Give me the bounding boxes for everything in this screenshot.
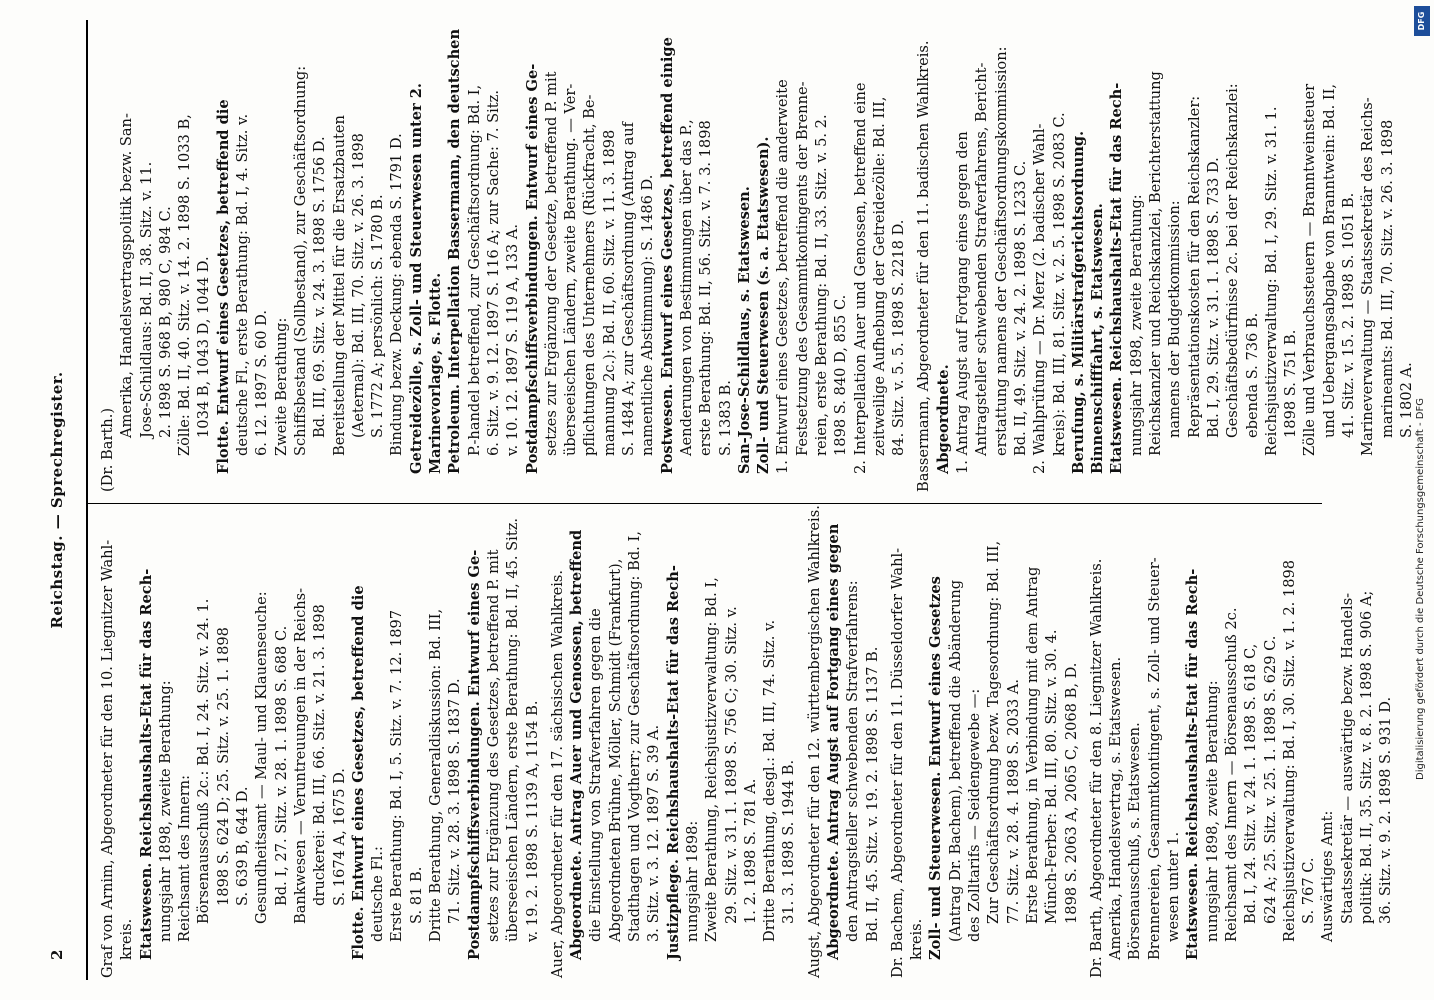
register-line: Getreidezölle, s. Zoll- und Steuerwesen unter 2. [407,83,425,474]
register-line: Dritte Berathung, Generaldiskussion: Bd. III, [427,608,445,942]
register-line: Etatswesen. Reichshaushalts-Etat für das Rech- [137,568,155,960]
register-line: Bd. I, 24. Sitz. v. 24. 1. 1898 S. 618 C, [1242,643,1260,924]
register-line: Augst, Abgeordneter für den 12. württembergischen Wahlkreis. [805,505,823,978]
register-line: Börsenausschuß 2c.: Bd. I, 24. Sitz. v. 24. 1. [195,598,213,924]
register-line: Reichskanzler und Reichskanzlei, Berichterstattung [1147,71,1165,456]
register-line: Marineverwaltung — Staatssekretär des Reichs- [1359,97,1377,456]
register-line: Zölle: Bd. II, 40. Sitz. v. 14. 2. 1898 S. 1033 B, [176,114,194,456]
register-line: S. 1772 A; persönlich: S. 1780 B. [369,194,387,438]
register-line: 1898 S. 624 D; 25. Sitz. v. 25. 1. 1898 [214,627,232,906]
register-line: Bassermann, Abgeordneter für den 11. badischen Wahlkreis. [915,40,933,492]
register-line: (Aeternal): Bd. III, 70. Sitz. v. 26. 3. 1898 [349,133,367,438]
register-line: Reichsamt des Innern: [176,775,194,942]
register-line: Bereitstellung der Mittel für die Ersatzbauten [330,115,348,456]
register-line: setzes zur Ergänzung des Gesetzes, betreffend P. mit [484,549,502,942]
column-divider [88,503,1322,504]
register-line: kreis. [908,918,926,960]
register-line: Zölle und Verbrauchssteuern — Branntweinsteuer [1301,83,1319,456]
register-line: erste Berathung: Bd. II, 56. Sitz. v. 7. 3. 1898 [697,120,715,456]
dfg-logo: DFG [1414,6,1430,36]
register-line: Bindung bezw. Deckung: ebenda S. 1791 D. [388,133,406,456]
register-line: Abgeordnete. Antrag Auer und Genossen, betreffend [568,529,586,960]
register-line: Graf von Arnim, Abgeordneter für den 10. Liegnitzer Wahl- [99,539,116,978]
register-line: Zur Geschäftsordnung bezw. Tagesordnung: Bd. III, [985,540,1003,924]
register-line: und Uebergangsabgabe von Branntwein: Bd. II, [1320,83,1338,438]
register-line: mannung 2c.): Bd. II, 60. Sitz. v. 11. 3. 1898 [600,129,618,456]
register-line: S. 767 C. [1300,857,1318,924]
register-line: Etatswesen. Reichshaushalts-Etat für das Rech- [1184,568,1202,960]
register-line: Zweite Berathung, Reichsjustizverwaltung: Bd. I, [703,577,721,942]
register-line: kreis): Bd. III, 81. Sitz. v. 2. 5. 1898 S. 2083 C. [1050,112,1068,456]
register-line: Brennereien, Gesammtkontingent, s. Zoll- und Steuer- [1145,557,1163,960]
register-line: 41. Sitz. v. 15. 2. 1898 S. 1051 B. [1340,192,1357,438]
register-line: Zoll- und Steuerwesen. Entwurf eines Gesetzes [927,576,945,960]
register-line: erstattung namens der Geschäftsordnungskommission: [992,46,1010,456]
register-line: Gesundheitsamt — Maul- und Klauenseuche: [253,591,271,924]
register-line: überseeischen Ländern, erste Berathung: Bd. II, 45. Sitz. [504,517,522,942]
register-line: Jose-Schildlaus: Bd. II, 38. Sitz. v. 11. [137,161,155,438]
register-line: den Antragsteller schwebenden Strafverfahrens: [844,580,862,942]
register-line: Amerika, Handelsvertragspolitik bezw. San- [118,113,136,438]
register-line: Börsenausschuß, s. Etatswesen. [1126,722,1144,960]
register-line: Bankwesen — Veruntreuungen in der Reichs- [291,587,309,924]
register-line: 1034 B, 1043 D, 1044 D. [195,256,213,438]
register-line: Abgeordnete. Antrag Augst auf Fortgang eines gegen [824,523,842,960]
register-line: 71. Sitz. v. 28. 3. 1898 S. 1837 D. [446,678,464,924]
register-line: 1898 S. 840 D, 855 C. [832,294,850,456]
register-line: 1. 2. 1898 S. 781 A. [741,778,759,924]
register-line: Münch-Ferber: Bd. III, 80. Sitz. v. 30. 4. [1043,629,1061,924]
register-line: 1898 S. 751 B. [1282,329,1300,438]
register-line: 29. Sitz. v. 31. 1. 1898 S. 756 C; 30. Sitz. v. [722,606,740,924]
register-line: Dr. Bachem, Abgeordneter für den 11. Düsseldorfer Wahl- [888,547,906,978]
register-line: Postdampfschiffsverbindungen. Entwurf eines Ge- [523,63,541,474]
register-line: Abgeordnete. [934,364,952,474]
register-line: 1898 S. 2063 A, 2065 C, 2068 B, D. [1062,662,1080,924]
register-line: Reichsjustizverwaltung: Bd. I, 29. Sitz. v. 31. 1. [1262,106,1280,456]
register-line: P.-handel betreffend, zur Geschäftsordnung: Bd. I, [465,84,483,456]
register-line: Amerika, Handelsvertrag, s. Etatswesen. [1107,656,1125,960]
register-line: Reichsamt des Innern — Börsenausschuß 2c. [1222,607,1240,942]
right-column [98,22,1415,492]
register-line: marineamts: Bd. III, 70. Sitz. v. 26. 3. 1898 [1378,119,1396,438]
register-line: druckerei: Bd. III, 66. Sitz. v. 21. 3. 1898 [311,604,329,906]
left-column [98,505,1395,978]
register-line: (Antrag Dr. Bachem), betreffend die Abänderung [946,579,964,942]
register-line: 2. Wahlprüfung — Dr. Merz (2. badischer Wahl- [1031,123,1049,474]
digitization-note-text: Digitalisierung gefördert durch die Deutsche Forschungsgemeinschaft - DFG [1415,397,1426,780]
digitization-note [1412,20,1430,780]
register-line: namens der Budgetkommission: [1166,200,1184,438]
register-line: Bd. I, 27. Sitz. v. 28. 1. 1898 S. 688 C. [272,625,290,906]
register-line: Flotte. Entwurf eines Gesetzes, betreffend die [349,585,367,960]
register-line: überseeischen Ländern, zweite Berathung. — Ver- [562,83,580,456]
register-line: des Zolltarifs — Seidengewebe —: [966,688,984,942]
register-line: 77. Sitz. v. 28. 4. 1898 S. 2033 A. [1004,678,1022,924]
register-line: Bd. II, 45. Sitz. v. 19. 2. 1898 S. 1137 B. [863,646,881,942]
page-number: 2 [48,949,66,960]
register-line: kreis. [118,918,136,960]
register-line: 36. Sitz. v. 9. 2. 1898 S. 931 D. [1377,696,1395,924]
register-line: Antragsteller schwebenden Strafverfahrens, Bericht- [973,62,991,456]
register-line: 2. Interpellation Auer und Genossen, betreffend eine [851,82,869,474]
register-line: (Dr. Barth.) [99,407,116,492]
register-line: S. 1802 A. [1397,362,1415,438]
register-line: setzes zur Ergänzung der Gesetze, betreffend P. mit [542,71,560,456]
register-line: ebenda S. 736 B. [1243,312,1261,438]
register-line: 84. Sitz. v. 5. 5. 1898 S. 2218 D. [890,219,908,456]
register-line: 6. Sitz. v. 9. 12. 1897 S. 116 A; zur Sache: 7. Sitz. [484,90,502,456]
register-line: Abgeordneten Brühne, Möller, Schmidt (Frankfurt), [606,558,624,942]
register-line: S. 1383 B. [716,380,734,456]
register-line: Dritte Berathung, desgl.: Bd. III, 74. Sitz. v. [761,619,779,942]
register-line: Bd. II, 49. Sitz. v. 24. 2. 1898 S. 1233 C. [1011,160,1029,456]
register-line: Postdampfschiffsverbindungen. Entwurf eines Ge- [465,549,483,960]
register-line: Erste Berathung, in Verbindung mit dem Antrag [1023,566,1041,924]
register-line: politik: Bd. II, 35. Sitz. v. 8. 2. 1898 S. 906 A; [1358,590,1375,924]
register-line: S. 81 B. [407,866,425,924]
register-line: nungsjahr 1898, zweite Berathung: [1127,194,1145,456]
register-line: Petroleum. Interpellation Bassermann, den deutschen [446,28,464,474]
register-line: S. 639 B, 644 D. [234,786,252,906]
register-line: 6. 12. 1897 S. 60 D. [253,310,271,456]
register-line: zeitweilige Aufhebung der Getreidezölle: Bd. III, [870,96,888,456]
register-line: Zweite Berathung: [272,317,290,456]
register-line: Etatswesen. Reichshaushalts-Etat für das Rech- [1108,82,1126,474]
register-line: 3. Sitz. v. 3. 12. 1897 S. 39 A. [645,724,663,942]
page-header [48,40,74,960]
register-line: Binnenschifffahrt, s. Etatswesen. [1089,203,1107,474]
register-line: 31. 3. 1898 S. 1944 B. [780,759,798,924]
register-line: Justizpflege. Reichshaushalts-Etat für das Rech- [664,565,682,960]
register-line: Dr. Barth, Abgeordneter für den 8. Liegnitzer Wahlkreis. [1087,558,1105,978]
register-line: pflichtungen des Unternehmers (Rückfracht, Be- [581,94,599,456]
register-line: Postwesen. Entwurf eines Gesetzes, betreffend einige [658,37,676,474]
register-line: Schiffsbestand (Sollbestand), zur Geschäftsordnung: [291,65,309,456]
register-line: Reichsjustizverwaltung: Bd. I, 30. Sitz. v. 1. 2. 1898 [1280,559,1298,942]
register-line: Erste Berathung: Bd. I, 5. Sitz. v. 7. 12. 1897 [388,609,406,942]
register-line: nungsjahr 1898, zweite Berathung: [156,680,174,942]
register-line: Auer, Abgeordneter für den 17. sächsischen Wahlkreis. [548,569,566,978]
register-line: S. 1674 A, 1675 D. [330,768,348,906]
register-line: Staatssekretär — auswärtige bezw. Handels- [1338,592,1356,924]
register-line: S. 1484 A; zur Geschäftsordnung (Antrag auf [620,121,638,456]
register-line: wesen unter 1. [1165,831,1183,942]
register-line: deutsche Fl., erste Berathung: Bd. I, 4. Sitz. v. [234,113,252,456]
register-line: namentliche Abstimmung): S. 1486 D. [639,174,657,456]
register-line: Berufung, s. Militärstrafgerichtsordnung. [1069,130,1087,474]
register-line: nungsjahr 1898: [683,820,701,942]
register-line: 624 A; 25. Sitz. v. 25. 1. 1898 S. 629 C. [1261,635,1279,924]
register-line: Marinevorlage, s. Flotte. [427,272,445,474]
register-line: San-Jose-Schildlaus, s. Etatswesen. [735,186,753,474]
register-line: Auswärtiges Amt: [1319,810,1337,942]
register-line: Zoll- und Steuerwesen (s. a. Etatswesen). [755,136,773,474]
register-line: Bd. III, 69. Sitz. v. 24. 3. 1898 S. 1756 D. [311,136,329,438]
register-line: nungsjahr 1898, zweite Berathung: [1203,680,1221,942]
register-line: Repräsentationskosten für den Reichskanzler: [1185,95,1203,438]
register-line: deutsche Fl.: [369,846,387,942]
register-line: Geschäftsbedürfnisse 2c. bei der Reichskanzlei: [1224,83,1242,438]
running-title: Reichstag. — Sprechregister. [48,371,66,629]
register-line: 2. 1898 S. 968 B, 980 C, 984 C. [156,206,174,438]
register-line: 1. Entwurf eines Gesetzes, betreffend die anderweite [774,79,792,474]
register-line: Stadthagen und Vogtherr; zur Geschäftsordnung: Bd. I, [626,531,644,942]
register-line: Festsetzung des Gesammtkontingents der Brenne- [793,81,811,456]
register-line: v. 10. 12. 1897 S. 119 A, 133 A. [504,223,522,456]
register-line: Flotte. Entwurf eines Gesetzes, betreffend die [214,99,232,474]
register-line: v. 19. 2. 1898 S. 1139 A, 1154 B. [523,700,541,942]
register-line: Aenderungen von Bestimmungen über das P., [677,119,695,456]
header-rule [86,20,88,980]
register-line: reien, erste Berathung: Bd. II, 33. Sitz. v. 5. 2. [812,114,830,456]
register-line: die Einstellung von Strafverfahren gegen die [587,608,605,942]
register-line: 1. Antrag Augst auf Fortgang eines gegen den [954,131,972,474]
register-line: Bd. I, 29. Sitz. v. 31. 1. 1898 S. 733 D. [1204,157,1222,438]
